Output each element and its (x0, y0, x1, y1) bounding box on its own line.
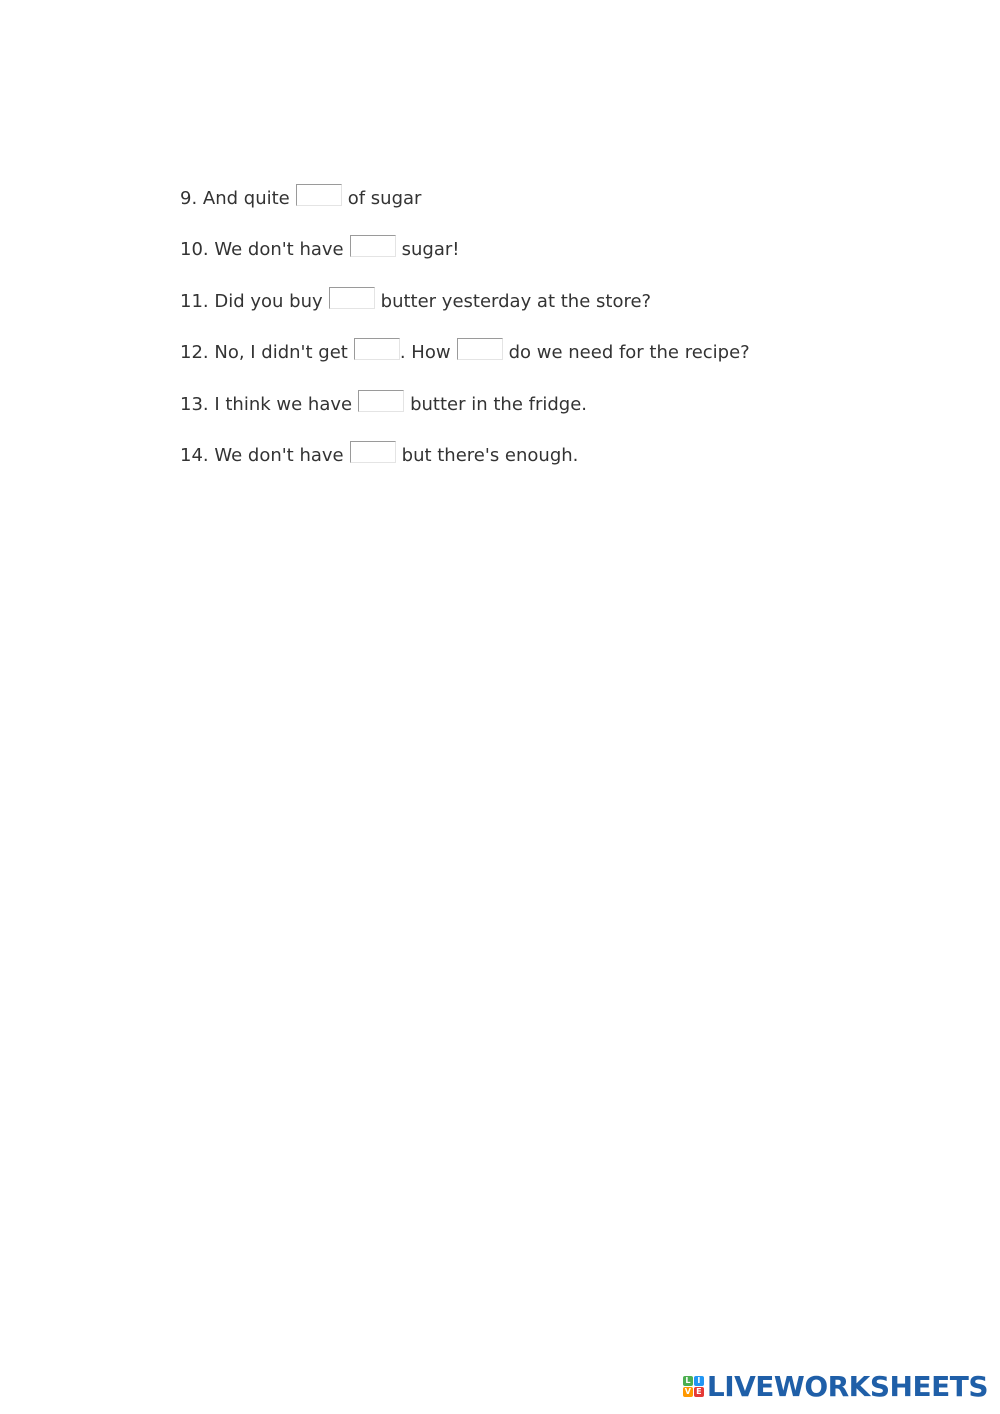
answer-input-13[interactable] (358, 390, 404, 412)
answer-input-11[interactable] (329, 287, 375, 309)
question-text: 9. And quite (180, 187, 290, 209)
question-text: sugar! (401, 239, 460, 260)
answer-input-14[interactable] (350, 441, 396, 463)
question-10 (180, 212, 880, 264)
liveworksheets-logo-icon (683, 1376, 704, 1397)
exercise-sheet (180, 160, 880, 469)
question-text: 14. We don't have (180, 445, 344, 466)
answer-input-12b[interactable] (457, 338, 503, 360)
question-12 (180, 315, 880, 367)
question-text: do we need for the recipe? (508, 342, 750, 363)
question-text: 11. Did you buy (180, 290, 323, 312)
logo-tile-i: I (694, 1376, 704, 1386)
liveworksheets-logo (683, 1366, 988, 1406)
question-text: of sugar (347, 187, 422, 209)
question-text: . How (399, 342, 451, 363)
question-11 (180, 263, 880, 315)
answer-input-10[interactable] (350, 235, 396, 257)
logo-tile-v: V (684, 1386, 691, 1396)
question-text: but there's enough. (401, 445, 579, 466)
question-9 (180, 160, 880, 212)
question-text: 13. I think we have (180, 393, 353, 415)
logo-wordmark: LIVEWORKSHEETS (706, 1369, 988, 1403)
answer-input-12a[interactable] (354, 338, 400, 360)
logo-tile-e: E (694, 1387, 704, 1397)
question-text: butter in the fridge. (410, 393, 588, 415)
logo-tile-l: L (683, 1376, 693, 1386)
question-text: 12. No, I didn't get (180, 342, 348, 363)
question-14 (180, 418, 880, 470)
question-13 (180, 366, 880, 418)
answer-input-9[interactable] (296, 184, 342, 206)
question-text: butter yesterday at the store? (380, 290, 652, 312)
question-text: 10. We don't have (180, 239, 344, 260)
